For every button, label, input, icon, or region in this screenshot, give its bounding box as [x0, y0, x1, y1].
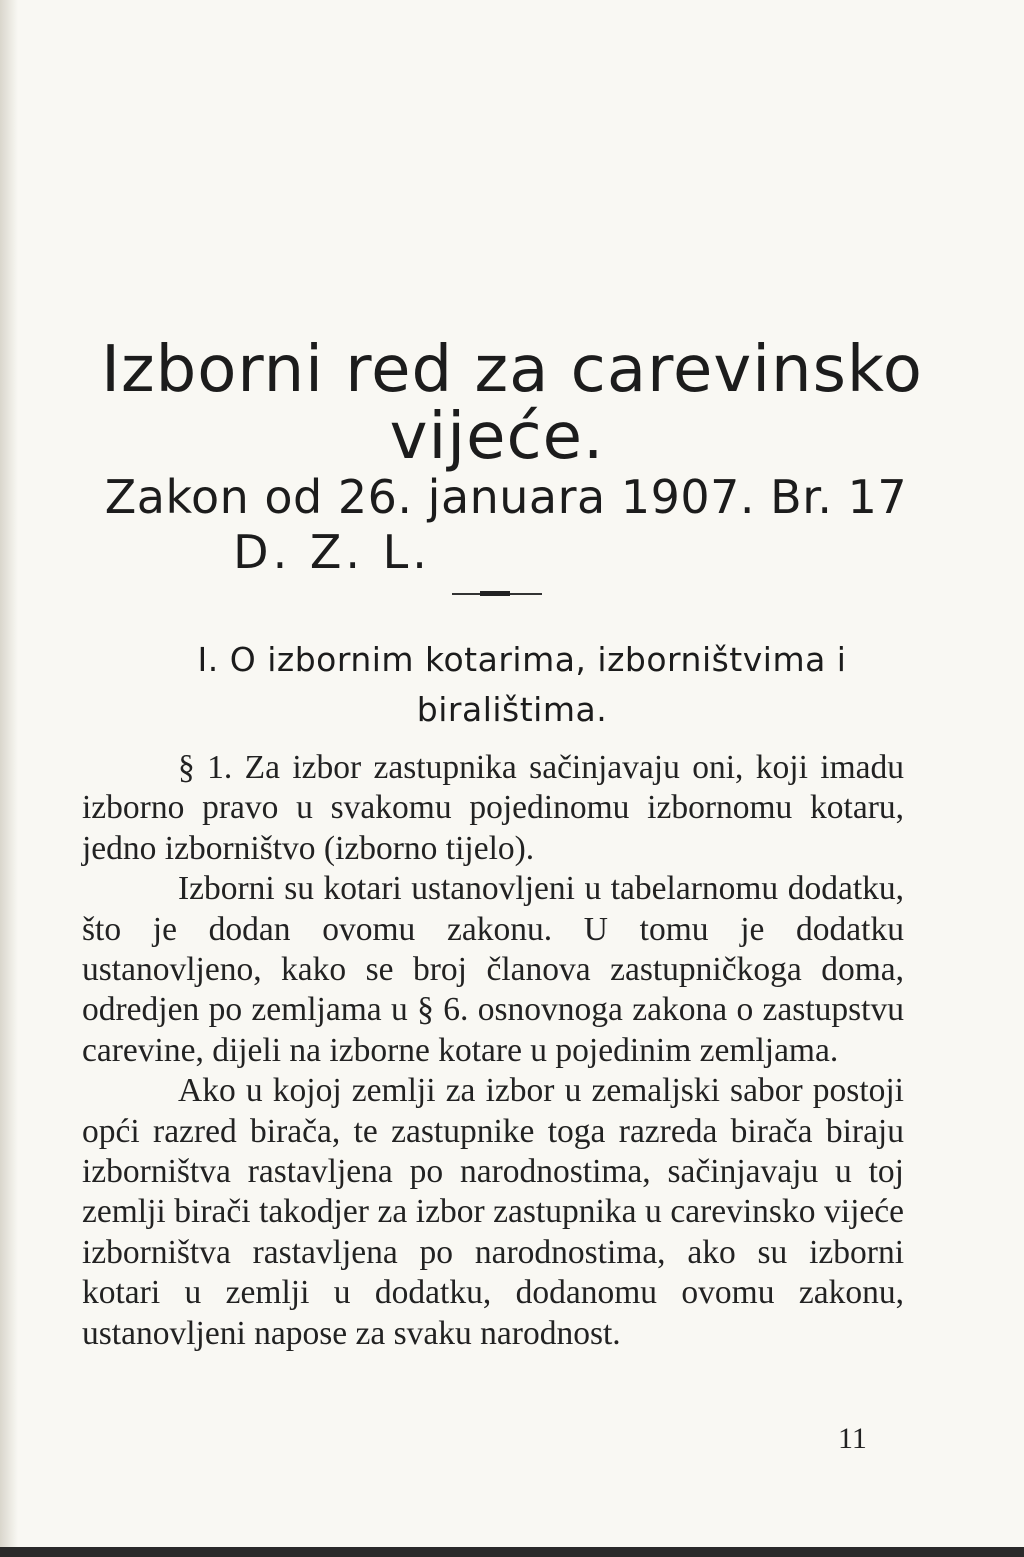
title-line-1: Izborni red za carevinsko	[101, 333, 923, 407]
page-bottom-edge	[0, 1547, 1024, 1557]
title-line-2: vijeće.	[389, 400, 605, 474]
subtitle-line-2: D. Z. L.	[233, 525, 431, 579]
paragraph-3: Ako u kojoj zemlji za izbor u zemaljski sabor postoji opći razred birača, te zastupnike toga razreda birača biraju izborništva rastavljena po narodnostima, sačinjavaju u toj zemlji birači takodjer za izbor zastupnika u carevinsko vijeće izborništva rastavljena po narodnostima, ako su izborni kotari u zemlji u dodatku, dodanomu ovomu zakonu, ustanovljeni napose za svaku narodnost.	[82, 1072, 904, 1352]
section-heading-line-1: I. O izbornim kotarima, izborništvima i	[197, 640, 847, 679]
subtitle-line-1: Zakon od 26. januara 1907. Br. 17	[104, 470, 908, 524]
section-heading-line-2: biralištima.	[416, 690, 608, 729]
ornamental-divider-center	[480, 591, 510, 596]
body-text	[82, 748, 904, 1354]
paragraph-1: § 1. Za izbor zastupnika sačinjavaju oni, koji imadu izborno pravo u svakomu pojedinomu izbornomu kotaru, jedno izborništvo (izborno tijelo).	[82, 749, 904, 867]
page-number: 11	[838, 1422, 867, 1455]
paragraph-2: Izborni su kotari ustanovljeni u tabelarnomu dodatku, što je dodan ovomu zakonu. U tomu je dodatku ustanovljeno, kako se broj članova zastupničkoga doma, odredjen po zemljama u § 6. osnovnoga zakona o zastupstvu carevine, dijeli na izborne kotare u pojedinim zemljama.	[82, 870, 904, 1069]
page-gutter-shadow	[0, 0, 18, 1557]
